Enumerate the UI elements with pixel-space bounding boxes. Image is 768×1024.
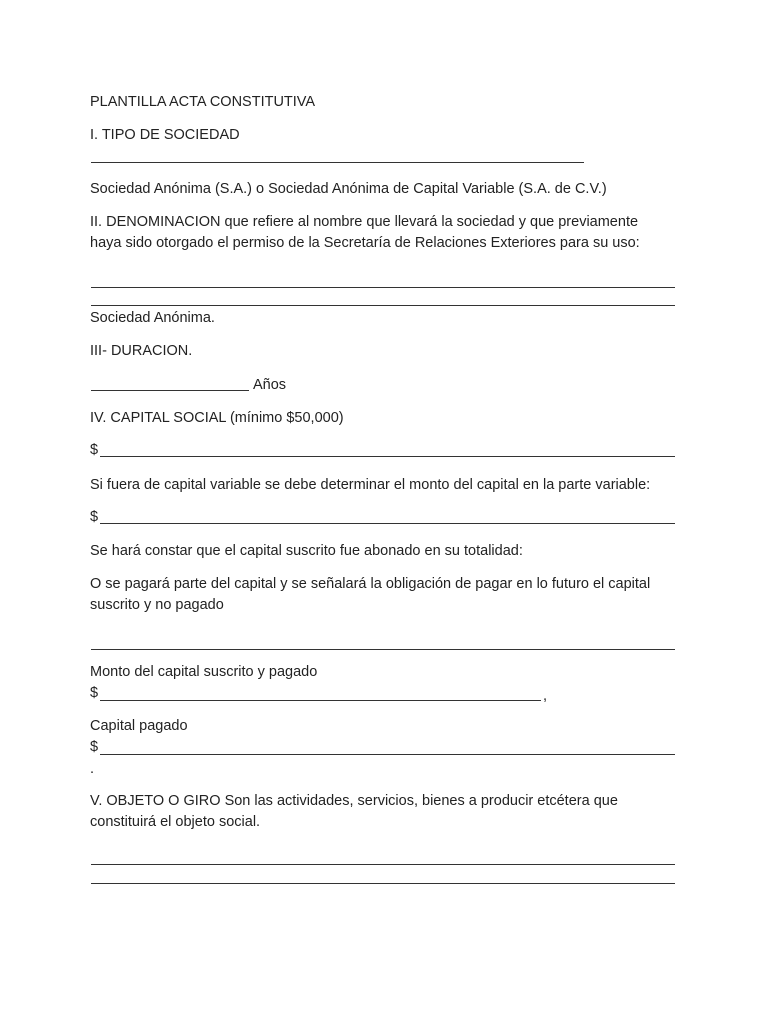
amount-paid-label: Monto del capital suscrito y pagado — [90, 664, 318, 680]
blank-line-denominacion-1[interactable] — [91, 287, 675, 288]
blank-line-capital-variable[interactable] — [100, 523, 675, 524]
section-1-heading: I. TIPO DE SOCIEDAD — [90, 127, 240, 143]
section-4-partial-line-1: O se pagará parte del capital y se señalará la obligación de pagar en lo futuro el capital — [90, 576, 651, 592]
document-title: PLANTILLA ACTA CONSTITUTIVA — [90, 94, 316, 110]
comma-mark: , — [543, 688, 548, 704]
capital-paid-label: Capital pagado — [90, 718, 188, 734]
blank-line-denominacion-2[interactable] — [91, 305, 675, 306]
section-5-line-2: constituirá el objeto social. — [90, 814, 261, 830]
dollar-sign: $ — [90, 509, 99, 525]
section-4-paid-total-text: Se hará constar que el capital suscrito fue abonado en su totalidad: — [90, 543, 523, 559]
dollar-sign: $ — [90, 739, 99, 755]
section-2-line-1: II. DENOMINACION que refiere al nombre que llevará la sociedad y que previamente — [90, 214, 639, 230]
blank-line-capital-pagado[interactable] — [100, 754, 675, 755]
section-5-line-1: V. OBJETO O GIRO Son las actividades, servicios, bienes a producir etcétera que — [90, 793, 618, 809]
section-4-partial-line-2: suscrito y no pagado — [90, 597, 224, 613]
dollar-sign: $ — [90, 442, 99, 458]
section-3-heading: III- DURACION. — [90, 343, 193, 359]
blank-line-capital-social[interactable] — [100, 456, 675, 457]
dollar-sign: $ — [90, 685, 99, 701]
blank-line-objeto-2[interactable] — [91, 883, 675, 884]
section-4-variable-text: Si fuera de capital variable se debe determinar el monto del capital en la parte variable: — [90, 477, 651, 493]
blank-line-objeto-1[interactable] — [91, 864, 675, 865]
section-2-suffix: Sociedad Anónima. — [90, 310, 215, 326]
period-mark: . — [90, 761, 95, 777]
blank-line-tipo-sociedad[interactable] — [91, 162, 584, 163]
blank-line-monto-pagado[interactable] — [100, 700, 541, 701]
blank-line-capital-suscrito[interactable] — [91, 649, 675, 650]
section-1-text: Sociedad Anónima (S.A.) o Sociedad Anónima de Capital Variable (S.A. de C.V.) — [90, 181, 607, 197]
section-4-heading: IV. CAPITAL SOCIAL (mínimo $50,000) — [90, 410, 344, 426]
section-2-line-2: haya sido otorgado el permiso de la Secretaría de Relaciones Exteriores para su uso: — [90, 235, 640, 251]
years-label: Años — [253, 377, 287, 393]
blank-line-duracion[interactable] — [91, 390, 249, 391]
